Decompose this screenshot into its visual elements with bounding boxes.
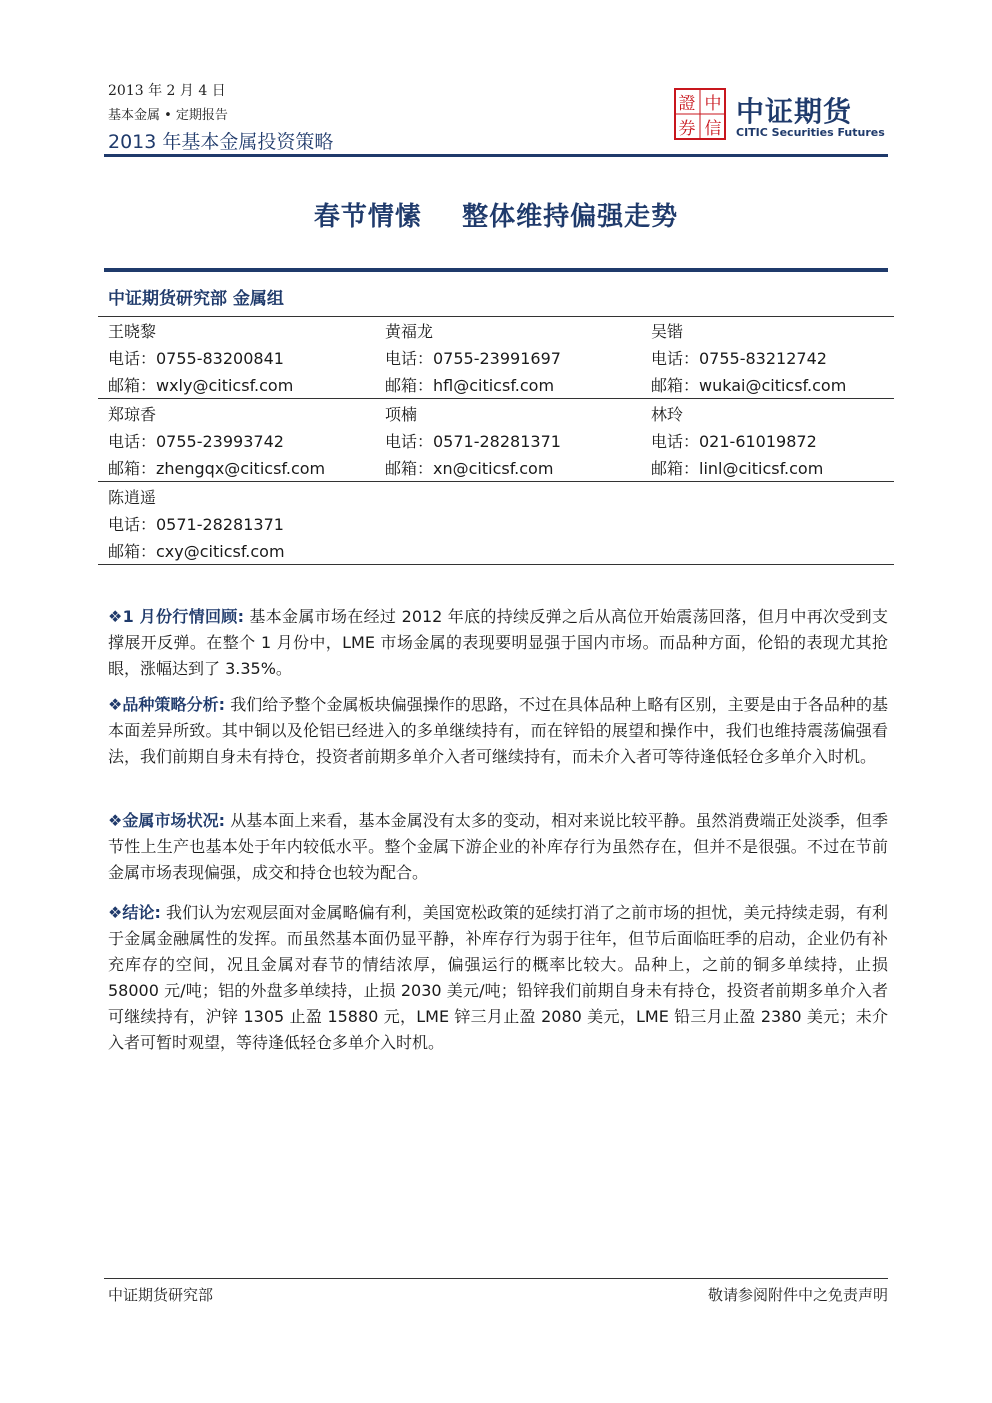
section-text: 从基本面上来看，基本金属没有太多的变动，相对来说比较平静。虽然消费端正处淡季，但季节性上生产也基本处于年内较低水平。整个金属下游企业的补库存行为虽然存在，但并不是很强。不过在节前金属市场表现偏强，成交和持仓也较为配合。 bbox=[108, 811, 888, 882]
contact-phone: 电话：0755-83200841 bbox=[108, 349, 284, 368]
table-rule bbox=[98, 316, 894, 317]
report-series-title: 2013 年基本金属投资策略 bbox=[108, 131, 334, 153]
section-strategy-analysis bbox=[108, 692, 888, 770]
contact-phone: 电话：0755-23993742 bbox=[108, 432, 284, 451]
contact-card bbox=[108, 401, 325, 482]
contact-name: 王晓黎 bbox=[108, 322, 157, 341]
contact-email[interactable]: 邮箱：zhengqx@citicsf.com bbox=[108, 459, 326, 478]
footer-divider bbox=[104, 1278, 888, 1279]
title-divider bbox=[104, 268, 888, 272]
contact-email[interactable]: 邮箱：wukai@citicsf.com bbox=[651, 376, 847, 395]
section-text: 基本金属市场在经过 2012 年底的持续反弹之后从高位开始震荡回落，但月中再次受到支撑展开反弹。在整个 1 月份中，LME 市场金属的表现要明显强于国内市场。而品种方面，伦铅的表现尤其抢眼，涨幅达到了 3.35%。 bbox=[108, 607, 888, 678]
report-category: 基本金属 • 定期报告 bbox=[108, 108, 228, 123]
seal-char: 中 bbox=[704, 94, 722, 114]
section-monthly-review bbox=[108, 604, 888, 682]
contact-phone: 电话：0571-28281371 bbox=[385, 432, 561, 451]
section-label: ❖1 月份行情回顾: bbox=[108, 607, 244, 626]
contact-card bbox=[651, 401, 823, 482]
contact-name: 黄福龙 bbox=[385, 322, 434, 341]
report-date: 2013 年 2 月 4 日 bbox=[108, 83, 226, 99]
contact-card bbox=[108, 484, 285, 565]
contact-email[interactable]: 邮箱：hfl@citicsf.com bbox=[385, 376, 555, 395]
contact-card bbox=[651, 318, 846, 399]
contact-email[interactable]: 邮箱：xn@citicsf.com bbox=[385, 459, 554, 478]
seal-char: 信 bbox=[704, 119, 722, 139]
section-market-status bbox=[108, 808, 888, 886]
footer-disclaimer-note: 敬请参阅附件中之免责声明 bbox=[707, 1286, 888, 1304]
contact-phone: 电话：0755-23991697 bbox=[385, 349, 561, 368]
contact-card bbox=[385, 401, 561, 482]
logo-name-en: CITIC Securities Futures bbox=[736, 126, 885, 139]
contact-email[interactable]: 邮箱：linl@citicsf.com bbox=[651, 459, 824, 478]
seal-icon bbox=[674, 88, 726, 140]
report-title: 春节情愫 整体维持偏强走势 bbox=[313, 202, 679, 232]
seal-char: 券 bbox=[678, 119, 696, 139]
contact-phone: 电话：0755-83212742 bbox=[651, 349, 827, 368]
contact-name: 郑琼香 bbox=[108, 405, 157, 424]
seal-char: 證 bbox=[678, 94, 696, 114]
section-label: ❖金属市场状况: bbox=[108, 811, 226, 830]
department-heading: 中证期货研究部 金属组 bbox=[108, 289, 284, 309]
contact-name: 吴锴 bbox=[651, 322, 684, 341]
logo-name-cn: 中证期货 bbox=[736, 95, 853, 128]
company-logo bbox=[674, 88, 884, 144]
section-conclusion bbox=[108, 900, 888, 1056]
section-label: ❖品种策略分析: bbox=[108, 695, 226, 714]
contact-email[interactable]: 邮箱：wxly@citicsf.com bbox=[108, 376, 294, 395]
contact-card bbox=[385, 318, 561, 399]
header-divider bbox=[104, 154, 888, 157]
footer-department: 中证期货研究部 bbox=[108, 1286, 214, 1304]
contact-phone: 电话：0571-28281371 bbox=[108, 515, 284, 534]
contact-name: 项楠 bbox=[385, 405, 418, 424]
contact-name: 陈逍遥 bbox=[108, 488, 157, 507]
contact-phone: 电话：021-61019872 bbox=[651, 432, 817, 451]
section-label: ❖结论: bbox=[108, 903, 161, 922]
contact-card bbox=[108, 318, 293, 399]
section-text: 我们给予整个金属板块偏强操作的思路，不过在具体品种上略有区别，主要是由于各品种的基本面差异所致。其中铜以及伦铝已经进入的多单继续持有，而在锌铅的展望和操作中，我们也维持震荡偏强看法，我们前期自身未有持仓，投资者前期多单介入者可继续持有，而未介入者可等待逢低轻仓多单介入时机。 bbox=[108, 695, 888, 766]
section-text: 我们认为宏观层面对金属略偏有利，美国宽松政策的延续打消了之前市场的担忧，美元持续走弱，有利于金属金融属性的发挥。而虽然基本面仍显平静，补库存行为弱于往年，但节后面临旺季的启动，企业仍有补充库存的空间，况且金属对春节的情结浓厚，偏强运行的概率比较大。品种上，之前的铜多单续持，止损 58000 元/吨；铝的外盘多单续持，止损 2030 美元/吨；铅锌我们前期自身未有持仓，投资者前期多单介入者可继续持有，沪锌 1305 止盈 15880 元，LME 锌三月止盈 2080 美元，LME 铅三月止盈 2380 美元；未介入者可暂时观望，等待逢低轻仓多单介入时机。 bbox=[108, 903, 888, 1052]
contact-name: 林玲 bbox=[651, 405, 684, 424]
contact-email[interactable]: 邮箱：cxy@citicsf.com bbox=[108, 542, 285, 561]
